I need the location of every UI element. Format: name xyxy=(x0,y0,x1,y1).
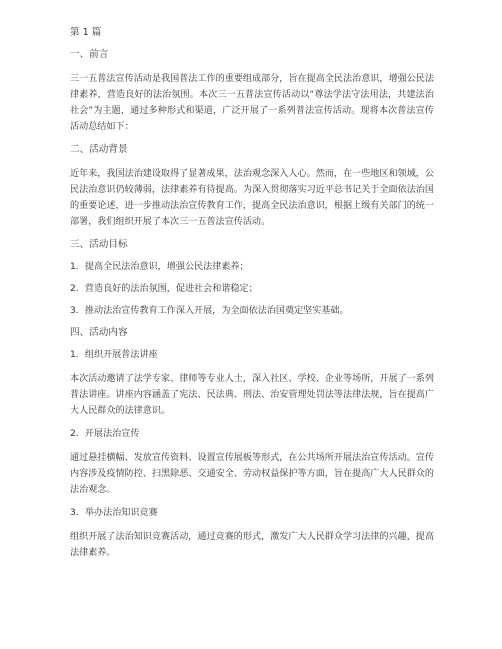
goal-item-text: 营造良好的法治氛围，促进社会和谐稳定； xyxy=(84,284,258,294)
subsection-number: 2. xyxy=(70,429,79,439)
section-heading-background: 二、活动背景 xyxy=(70,144,128,155)
subsection-title xyxy=(70,428,434,440)
goal-item xyxy=(70,305,434,317)
subsection-paragraph: 组织开展了法治知识竞赛活动，通过竞赛的形式，激发广大人民群众学习法律的兴趣，提高法律素养。 xyxy=(70,532,434,558)
subsection-title xyxy=(70,349,434,361)
subsection-title-text: 举办法治知识竞赛 xyxy=(84,508,158,518)
part-title: 第 1 篇 xyxy=(70,27,102,38)
subsection-number: 1. xyxy=(70,350,79,360)
goal-item-number: 3. xyxy=(70,306,79,316)
subsection-title xyxy=(70,507,434,519)
subsection-paragraph: 本次活动邀请了法学专家、律师等专业人士，深入社区、学校、企业等场所，开展了一系列普法讲座。讲座内容涵盖了宪法、民法典、刑法、治安管理处罚法等法律法规，旨在提高广大人民群众的法律意识。 xyxy=(70,374,434,416)
preface-paragraph: 三一五普法宣传活动是我国普法工作的重要组成部分，旨在提高全民法治意识，增强公民法律素养，营造良好的法治氛围。本次三一五普法宣传活动以“尊法学法守法用法，共建法治社会”为主题，通过多种形式和渠道，广泛开展了一系列普法宣传活动。现将本次普法宣传活动总结如下： xyxy=(70,74,434,132)
section-heading-content: 四、活动内容 xyxy=(70,327,128,338)
subsection-title-text: 开展法治宣传 xyxy=(84,429,140,439)
section-heading-goals: 三、活动目标 xyxy=(70,239,128,250)
goal-item-number: 1. xyxy=(70,262,79,272)
goal-item xyxy=(70,283,434,295)
goal-item-text: 提高全民法治意识，增强公民法律素养； xyxy=(84,262,249,272)
subsection-title-text: 组织开展普法讲座 xyxy=(84,350,158,360)
background-paragraph: 近年来，我国法治建设取得了显著成果，法治观念深入人心。然而，在一些地区和领域，公民法治意识仍较薄弱，法律素养有待提高。为深入贯彻落实习近平总书记关于全面依法治国的重要论述，进一步推动法治宣传教育工作，提高全民法治意识，根据上级有关部门的统一部署，我们组织开展了本次三一五普法宣传活动。 xyxy=(70,169,434,227)
goal-item xyxy=(70,261,434,273)
goal-item-text: 推动法治宣传教育工作深入开展，为全面依法治国奠定坚实基础。 xyxy=(84,306,349,316)
subsection-paragraph: 通过悬挂横幅、发放宣传资料、设置宣传展板等形式，在公共场所开展法治宣传活动。宣传内容涉及疫情防控、扫黑除恶、交通安全、劳动权益保护等方面，旨在提高广大人民群众的法治观念。 xyxy=(70,453,434,495)
goal-item-number: 2. xyxy=(70,284,79,294)
document-body xyxy=(70,27,434,570)
section-heading-preface: 一、前言 xyxy=(70,49,109,60)
subsection-number: 3. xyxy=(70,508,79,518)
